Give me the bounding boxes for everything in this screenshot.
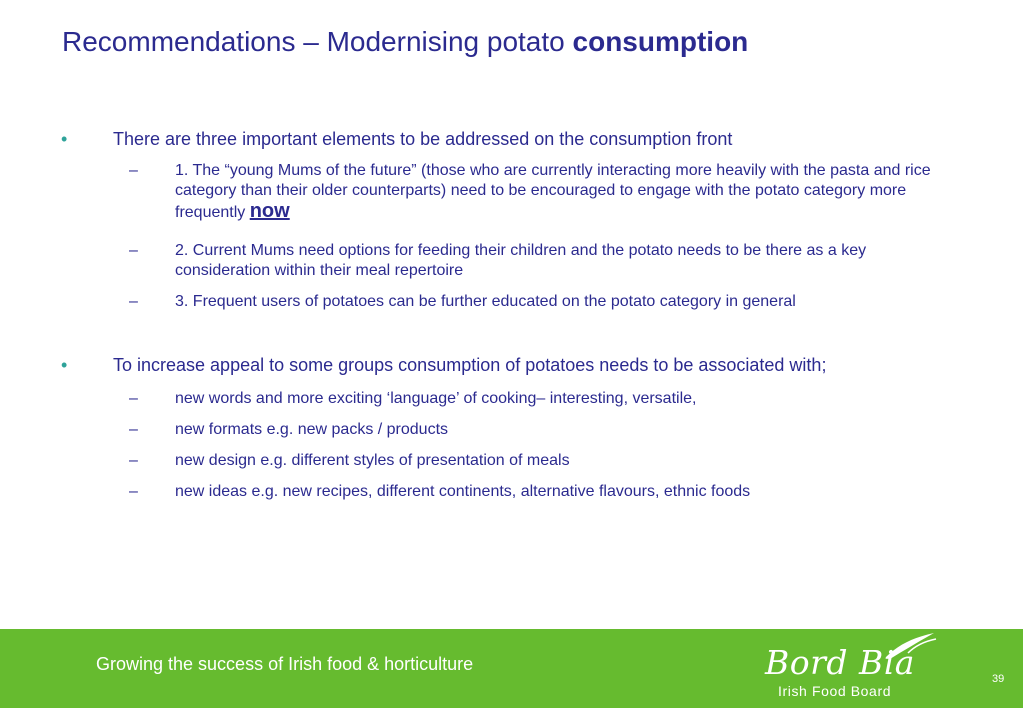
- footer-bar: [0, 629, 1023, 708]
- sub-bullet-item: [129, 161, 965, 223]
- sub-bullet-text: new words and more exciting ‘language’ of cooking– interesting, versatile,: [175, 390, 697, 407]
- footer-tagline: Growing the success of Irish food & horticulture: [96, 654, 474, 674]
- dash-icon: –: [129, 483, 138, 500]
- sub-bullet-item: [129, 451, 965, 471]
- logo-name: Bord Bia: [765, 643, 915, 682]
- bord-bia-logo: [762, 631, 942, 705]
- bullet-icon: •: [61, 129, 68, 149]
- dash-icon: –: [129, 452, 138, 469]
- sub-bullet-text: new design e.g. different styles of presentation of meals: [175, 452, 570, 469]
- bullet-text: There are three important elements to be addressed on the consumption front: [113, 129, 733, 149]
- slide-title-regular: Recommendations – Modernising potato: [62, 26, 573, 57]
- sub-bullet-text: 3. Frequent users of potatoes can be further educated on the potato category in general: [175, 293, 796, 310]
- bullet-item: [61, 128, 993, 150]
- sub-bullet-text: 1. The “young Mums of the future” (those who are currently interacting more heavily with the pasta and rice category than their older counterparts) need to be encouraged to engage with the potato category more frequently: [175, 162, 931, 221]
- slide-title-bold: consumption: [572, 26, 749, 57]
- sub-bullet-text: new ideas e.g. new recipes, different continents, alternative flavours, ethnic foods: [175, 483, 751, 500]
- sub-bullet-item: [129, 389, 965, 409]
- logo-subtitle: Irish Food Board: [778, 683, 892, 699]
- sub-bullet-item: [129, 482, 965, 502]
- emphasis-now: now: [249, 200, 290, 222]
- dash-icon: –: [129, 162, 138, 179]
- dash-icon: –: [129, 293, 138, 310]
- page-number: 39: [992, 673, 1005, 685]
- sub-bullet-item: [129, 420, 965, 440]
- dash-icon: –: [129, 242, 138, 259]
- sub-bullet-text: 2. Current Mums need options for feeding their children and the potato needs to be there as a key consideration within their meal repertoire: [175, 242, 867, 279]
- dash-icon: –: [129, 421, 138, 438]
- bullet-text: To increase appeal to some groups consumption of potatoes needs to be associated with;: [113, 355, 827, 375]
- sub-bullet-text: new formats e.g. new packs / products: [175, 421, 449, 438]
- dash-icon: –: [129, 390, 138, 407]
- sub-bullet-item: [129, 241, 965, 281]
- bullet-icon: •: [61, 355, 68, 375]
- slide-title: [62, 26, 748, 58]
- bullet-item: [61, 354, 993, 376]
- sub-bullet-item: [129, 292, 965, 312]
